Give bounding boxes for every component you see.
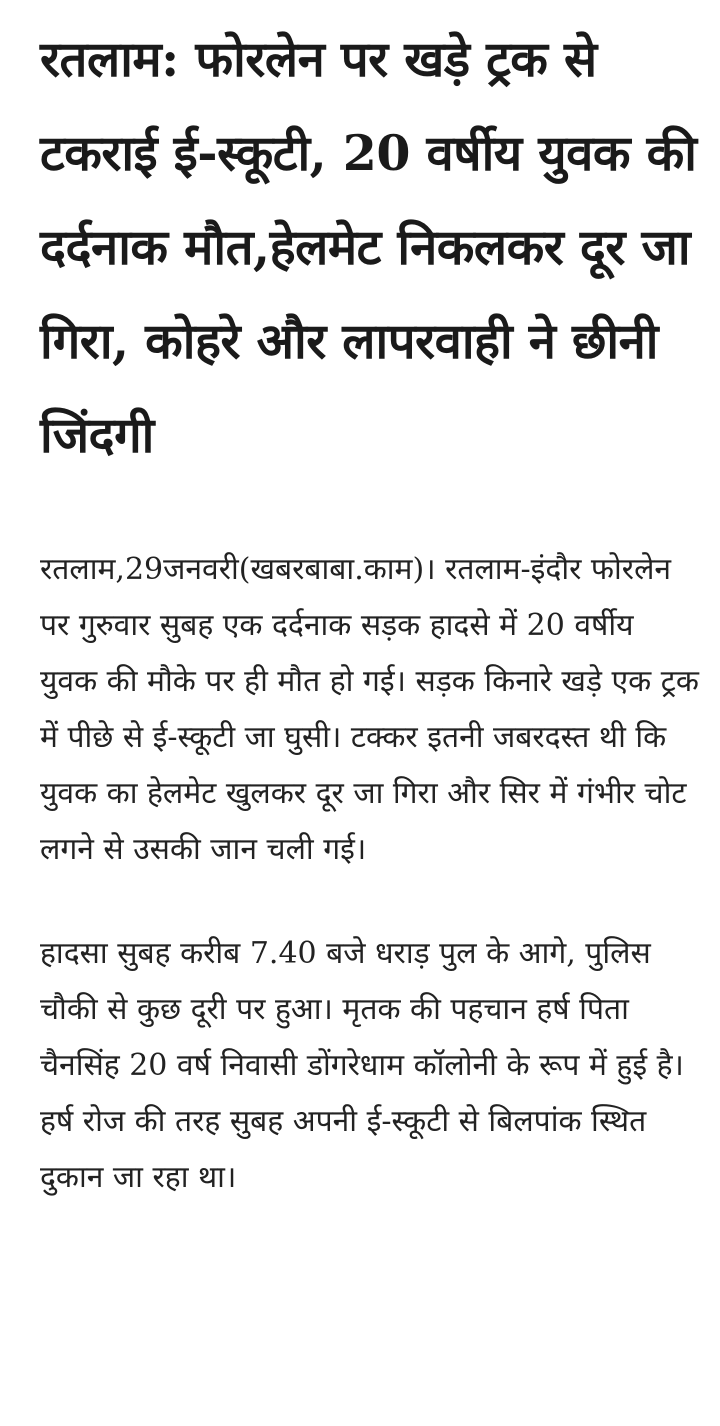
article-paragraph-1: रतलाम,29जनवरी(खबरबाबा.काम)। रतलाम-इंदौर फोरलेन पर गुरुवार सुबह एक दर्दनाक सड़क हादसे में 20 वर्षीय युवक की मौके पर ही मौत हो गई। सड़क किनारे खड़े एक ट्रक में पीछे से ई-स्कूटी जा घुसी। टक्कर इतनी जबरदस्त थी कि युवक का हेलमेट खुलकर दूर जा गिरा और सिर में गंभीर चोट लगने से उसकी जान चली गई। — [40, 552, 699, 867]
article-paragraph-2: हादसा सुबह करीब 7.40 बजे धराड़ पुल के आगे, पुलिस चौकी से कुछ दूरी पर हुआ। मृतक की पहचान हर्ष पिता चैनसिंह 20 वर्ष निवासी डोंगरेधाम कॉलोनी के रूप में हुई है। हर्ष रोज की तरह सुबह अपनी ई-स्कूटी से बिलपांक स्थित दुकान जा रहा था। — [40, 936, 684, 1195]
article-headline: रतलाम: फोरलेन पर खड़े ट्रक से टकराई ई-स्कूटी, 20 वर्षीय युवक की दर्दनाक मौत,हेलमेट निकलकर दूर जा गिरा, कोहरे और लापरवाही ने छीनी जिंदगी — [40, 30, 697, 464]
news-article — [40, 0, 700, 1206]
